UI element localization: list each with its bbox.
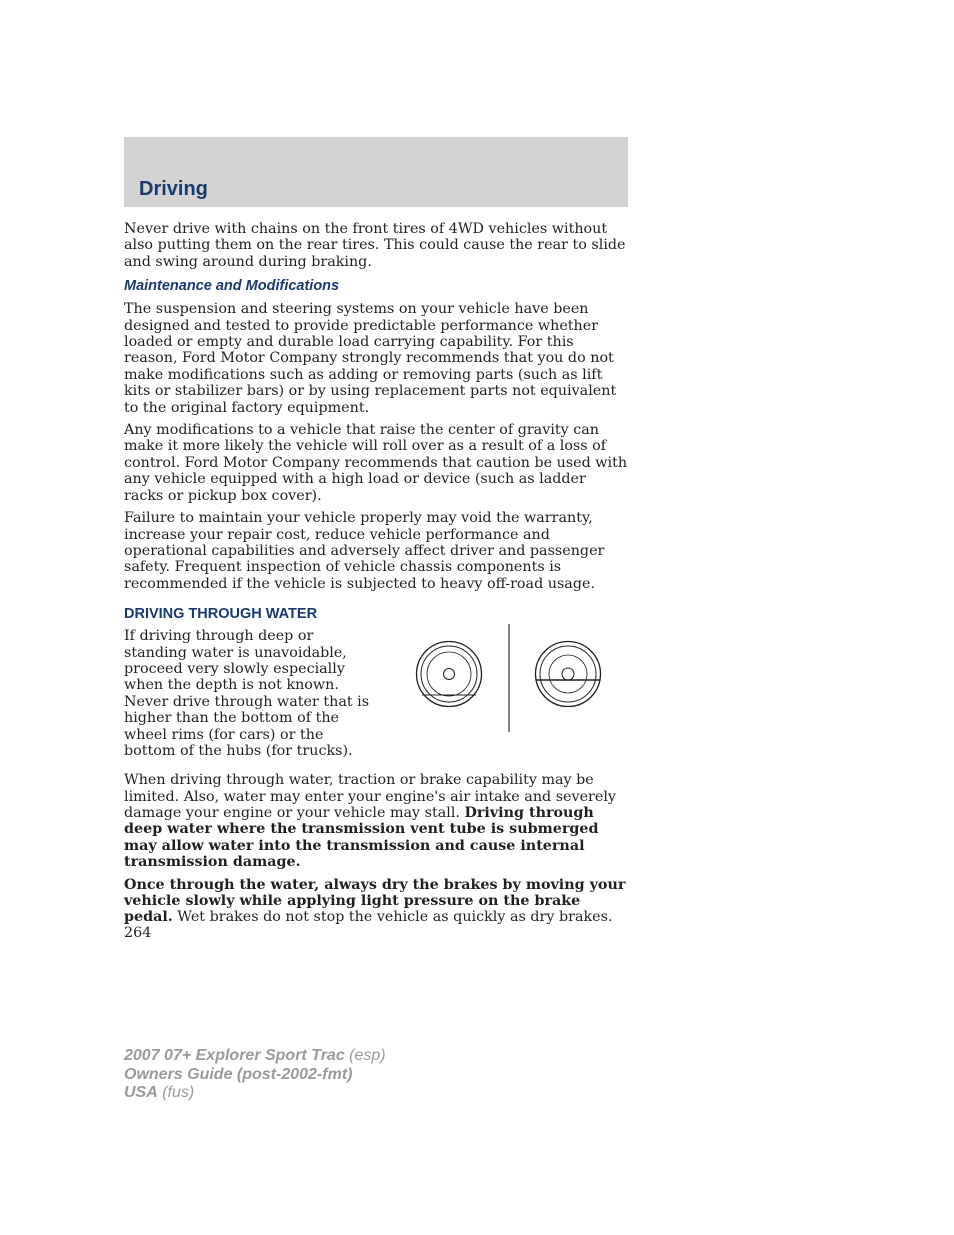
section-header-band — [124, 137, 628, 207]
page-number: 264 — [124, 925, 152, 941]
maintenance-paragraph-2: Any modifications to a vehicle that raise the center of gravity can make it more likely the vehicle will roll over as a result of a loss of control. Ford Motor Company recommends that caution be used with any vehicle equipped with a high load or device (such as ladder racks or pickup box cover). — [124, 422, 628, 504]
water-intro-row — [124, 628, 628, 764]
water-paragraph-3 — [124, 877, 628, 926]
document-footer — [124, 1047, 386, 1103]
intro-paragraph: Never drive with chains on the front tires of 4WD vehicles without also putting them on the rear tires. This could cause the rear to slide and swing around during braking. — [124, 221, 626, 270]
car-wheel-diagram — [417, 642, 482, 707]
water-p2-text: When driving through water, traction or brake capability may be limited. Also, water may enter your engine's air intake and severely damage your engine or your vehicle may stall. — [124, 772, 616, 821]
maintenance-heading: Maintenance and Modifications — [124, 278, 340, 295]
footer-line-3 — [124, 1084, 386, 1103]
footer-guide: Owners Guide (post-2002-fmt) — [124, 1065, 353, 1083]
page-content — [124, 221, 628, 932]
wheel-water-level-illustration — [412, 624, 612, 734]
footer-line-1 — [124, 1047, 386, 1066]
footer-line-2 — [124, 1066, 386, 1085]
truck-wheel-diagram — [536, 642, 601, 707]
water-heading: DRIVING THROUGH WATER — [124, 606, 318, 623]
water-p3-text: Wet brakes do not stop the vehicle as quickly as dry brakes. — [172, 909, 613, 926]
maintenance-paragraph-3: Failure to maintain your vehicle properly may void the warranty, increase your repair cost, reduce vehicle performance and operational capabilities and adversely affect driver and passenger safety. Frequent inspection of vehicle chassis components is recommended if the vehicle is subjected to heavy off-road usage. — [124, 510, 605, 592]
water-p2-warning: Driving through deep water where the transmission vent tube is submerged may allow water into the transmission and cause internal transmission damage. — [124, 804, 599, 871]
footer-market-code: (fus) — [157, 1084, 195, 1101]
water-paragraph-2 — [124, 772, 628, 870]
footer-market: USA — [124, 1084, 158, 1101]
section-title: Driving — [139, 178, 208, 200]
maintenance-paragraph-1: The suspension and steering systems on your vehicle have been designed and tested to provide predictable performance whether loaded or empty and durable load carrying capability. For this reason, Ford Motor Company strongly recommends that you do not make modifications such as adding or removing parts (such as lift kits or stabilizer bars) or by using replacement parts not equivalent to the original factory equipment. — [124, 301, 617, 416]
footer-model: 2007 07+ Explorer Sport Trac — [124, 1047, 345, 1064]
water-paragraph-1: If driving through deep or standing water is unavoidable, proceed very slowly especially when the depth is not known. Never drive through water that is higher than the bottom of the wheel rims (for cars) or the bottom of the hubs (for trucks). — [124, 628, 370, 759]
footer-model-code: (esp) — [344, 1047, 386, 1064]
water-p3-warning: Once through the water, always dry the brakes by moving your vehicle slowly while applying light pressure on the brake pedal. — [124, 876, 626, 926]
